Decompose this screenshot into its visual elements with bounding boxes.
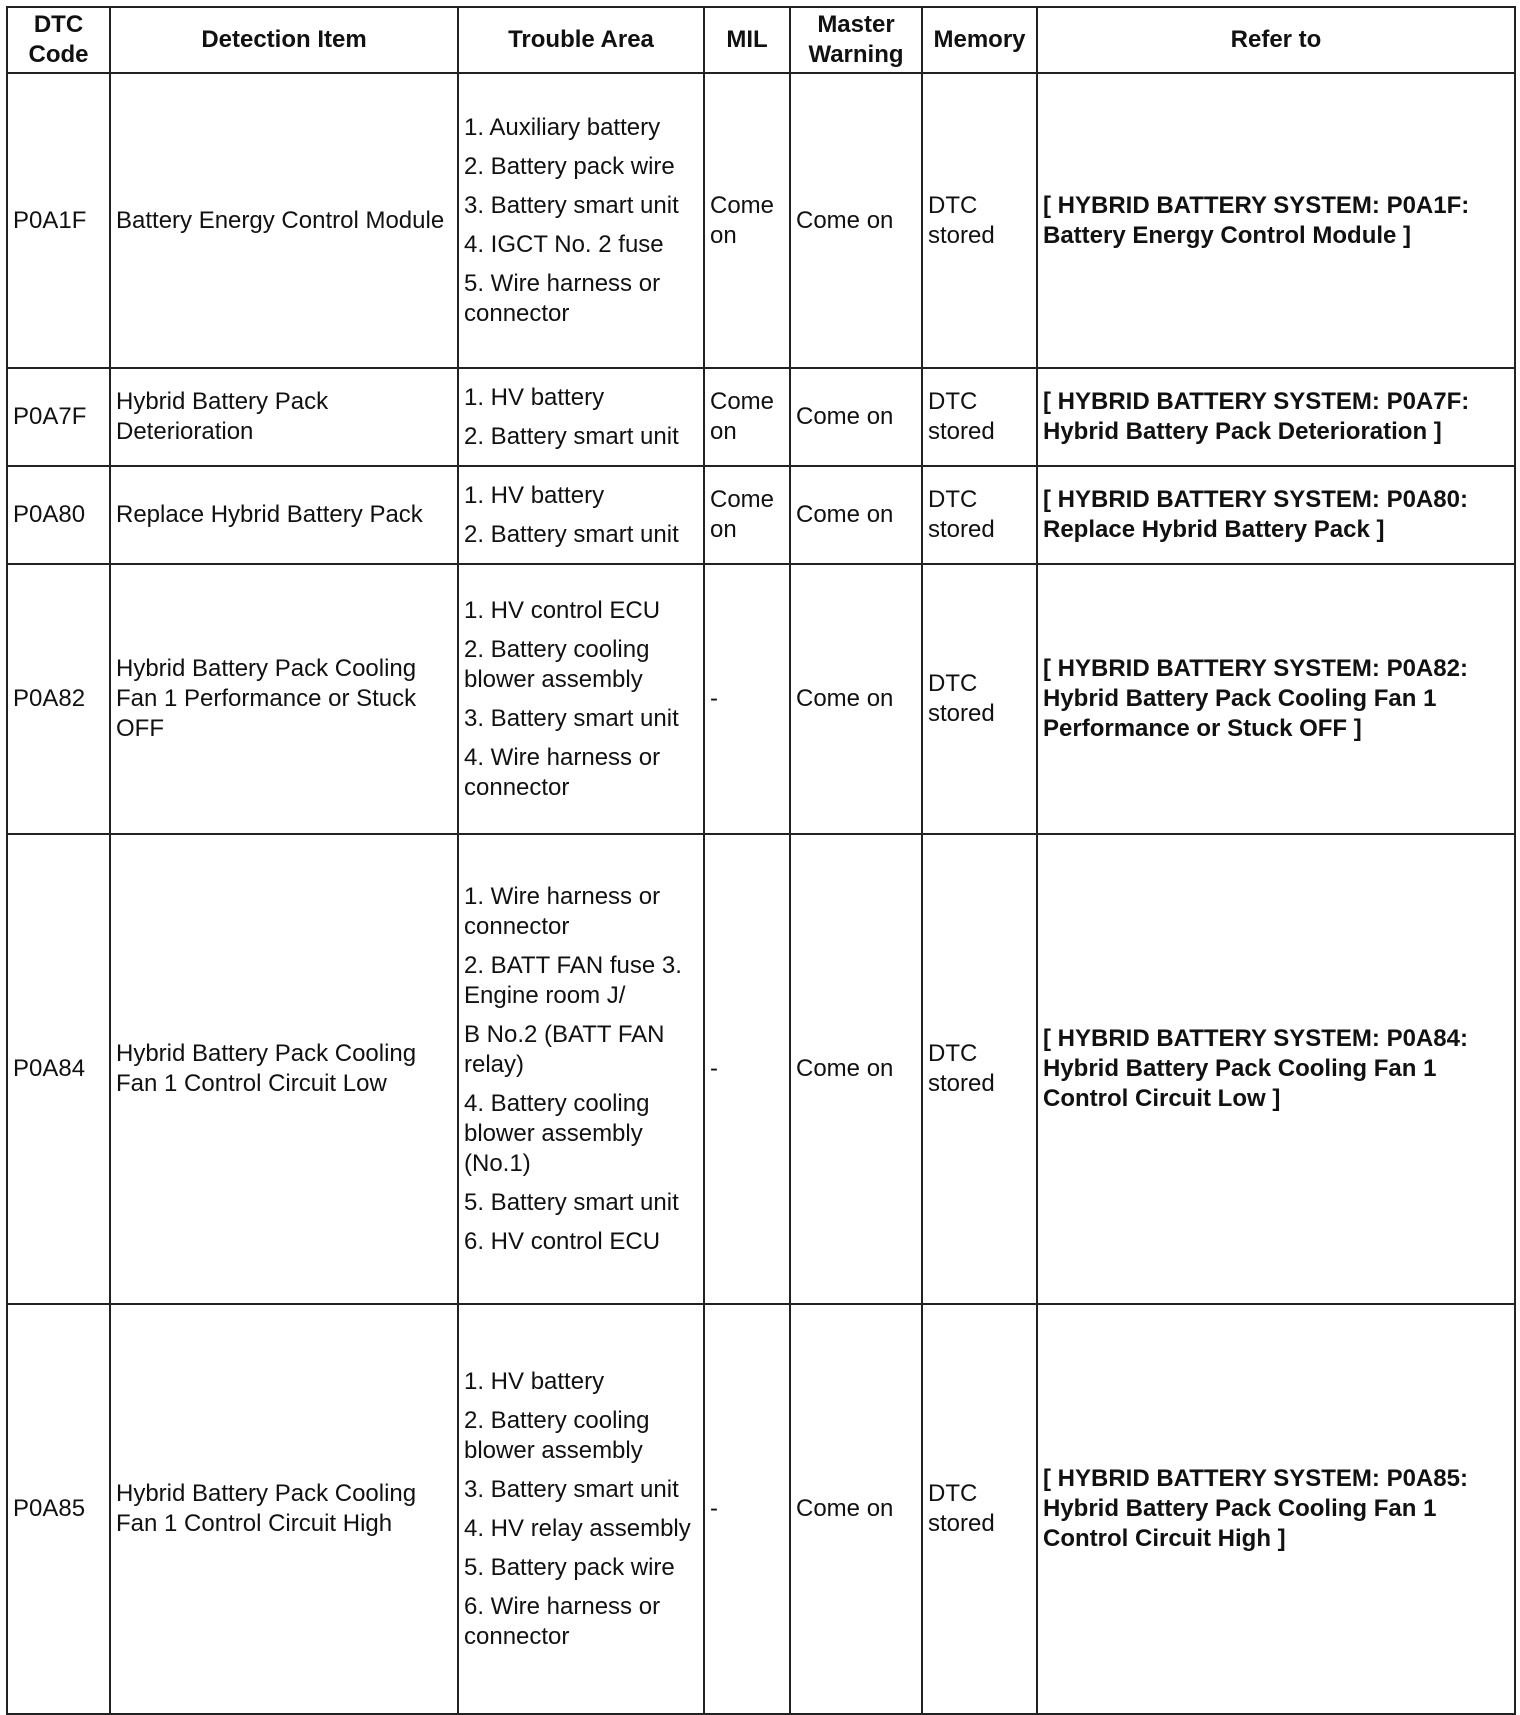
detection-item-cell: Replace Hybrid Battery Pack [110, 466, 458, 564]
trouble-area-item: 6. HV control ECU [464, 1227, 661, 1255]
trouble-area-item: 1. Auxiliary battery [464, 113, 661, 141]
detection-item-cell: Hybrid Battery Pack Cooling Fan 1 Control Circuit Low [110, 834, 458, 1304]
mil-cell: Come on [704, 73, 790, 368]
header-detection-item [110, 7, 458, 73]
trouble-area-item: 2. Battery cooling blower assembly [464, 1406, 650, 1464]
header-trouble-area-label: Trouble Area [508, 26, 654, 53]
memory-cell: DTC stored [922, 834, 1037, 1304]
trouble-area-item: 2. Battery pack wire [464, 152, 675, 180]
memory-cell: DTC stored [922, 368, 1037, 466]
dtc-table [6, 6, 1516, 1715]
trouble-area-item: 1. HV battery [464, 383, 605, 411]
mil-cell: Come on [704, 368, 790, 466]
header-memory-label: Memory [933, 26, 1026, 53]
header-memory [922, 7, 1037, 73]
memory-cell: DTC stored [922, 73, 1037, 368]
detection-item-cell: Hybrid Battery Pack Cooling Fan 1 Performance or Stuck OFF [110, 564, 458, 834]
dtc-code-cell: P0A7F [7, 368, 110, 466]
trouble-area-item: 4. Wire harness or connector [464, 743, 661, 801]
refer-to-cell: [ HYBRID BATTERY SYSTEM: P0A80: Replace Hybrid Battery Pack ] [1037, 466, 1515, 564]
trouble-area-cell [458, 466, 704, 564]
detection-item-cell: Hybrid Battery Pack Deterioration [110, 368, 458, 466]
mil-cell: - [704, 1304, 790, 1714]
trouble-area-item: 3. Battery smart unit [464, 704, 679, 732]
trouble-area-item: 3. Battery smart unit [464, 191, 679, 219]
dtc-code-cell: P0A84 [7, 834, 110, 1304]
trouble-area-item: 1. HV control ECU [464, 596, 661, 624]
trouble-area-item: 2. Battery smart unit [464, 520, 679, 548]
header-dtc-code [7, 7, 110, 73]
trouble-area-item: 5. Wire harness or connector [464, 269, 661, 327]
trouble-area-item: 5. Battery pack wire [464, 1553, 675, 1581]
trouble-area-item: 2. Battery cooling blower assembly [464, 635, 650, 693]
trouble-area-item: 2. BATT FAN fuse 3. Engine room J/ [464, 951, 682, 1009]
header-master-warning [790, 7, 922, 73]
table-row [7, 1304, 1515, 1714]
header-detection-item-label: Detection Item [201, 26, 367, 53]
trouble-area-cell [458, 1304, 704, 1714]
refer-to-cell: [ HYBRID BATTERY SYSTEM: P0A7F: Hybrid Battery Pack Deterioration ] [1037, 368, 1515, 466]
trouble-area-cell [458, 564, 704, 834]
memory-cell: DTC stored [922, 564, 1037, 834]
table-row [7, 368, 1515, 466]
trouble-area-cell [458, 368, 704, 466]
trouble-area-item: 4. HV relay assembly [464, 1514, 691, 1542]
header-refer-to-label: Refer to [1230, 26, 1322, 53]
trouble-area-item: 1. HV battery [464, 481, 605, 509]
detection-item-cell: Hybrid Battery Pack Cooling Fan 1 Control Circuit High [110, 1304, 458, 1714]
refer-to-cell: [ HYBRID BATTERY SYSTEM: P0A82: Hybrid Battery Pack Cooling Fan 1 Performance or Stuck OFF ] [1037, 564, 1515, 834]
table-row [7, 834, 1515, 1304]
trouble-area-item: 5. Battery smart unit [464, 1188, 679, 1216]
dtc-code-cell: P0A85 [7, 1304, 110, 1714]
master-warning-cell: Come on [790, 368, 922, 466]
trouble-area-item: 2. Battery smart unit [464, 422, 679, 450]
table-row [7, 564, 1515, 834]
trouble-area-cell [458, 73, 704, 368]
trouble-area-item: 3. Battery smart unit [464, 1475, 679, 1503]
header-dtc-code-label: DTC Code [28, 11, 89, 68]
header-master-warning-label: Master Warning [808, 11, 904, 68]
trouble-area-item: 6. Wire harness or connector [464, 1592, 661, 1650]
memory-cell: DTC stored [922, 466, 1037, 564]
dtc-code-cell: P0A1F [7, 73, 110, 368]
trouble-area-cell [458, 834, 704, 1304]
trouble-area-item: 4. IGCT No. 2 fuse [464, 230, 664, 258]
dtc-code-cell: P0A82 [7, 564, 110, 834]
trouble-area-item: B No.2 (BATT FAN relay) [464, 1020, 665, 1078]
master-warning-cell: Come on [790, 73, 922, 368]
table-row [7, 73, 1515, 368]
master-warning-cell: Come on [790, 466, 922, 564]
mil-cell: - [704, 564, 790, 834]
refer-to-cell: [ HYBRID BATTERY SYSTEM: P0A85: Hybrid Battery Pack Cooling Fan 1 Control Circuit High ] [1037, 1304, 1515, 1714]
memory-cell: DTC stored [922, 1304, 1037, 1714]
table-header-row [7, 7, 1515, 73]
trouble-area-item: 1. Wire harness or connector [464, 882, 661, 940]
master-warning-cell: Come on [790, 1304, 922, 1714]
master-warning-cell: Come on [790, 834, 922, 1304]
detection-item-cell: Battery Energy Control Module [110, 73, 458, 368]
master-warning-cell: Come on [790, 564, 922, 834]
refer-to-cell: [ HYBRID BATTERY SYSTEM: P0A1F: Battery Energy Control Module ] [1037, 73, 1515, 368]
header-mil-label: MIL [726, 26, 768, 53]
trouble-area-item: 4. Battery cooling blower assembly (No.1) [464, 1089, 650, 1177]
table-row [7, 466, 1515, 564]
mil-cell: - [704, 834, 790, 1304]
header-mil [704, 7, 790, 73]
mil-cell: Come on [704, 466, 790, 564]
header-trouble-area [458, 7, 704, 73]
trouble-area-item: 1. HV battery [464, 1367, 605, 1395]
header-refer-to [1037, 7, 1515, 73]
dtc-code-cell: P0A80 [7, 466, 110, 564]
refer-to-cell: [ HYBRID BATTERY SYSTEM: P0A84: Hybrid Battery Pack Cooling Fan 1 Control Circuit Low ] [1037, 834, 1515, 1304]
